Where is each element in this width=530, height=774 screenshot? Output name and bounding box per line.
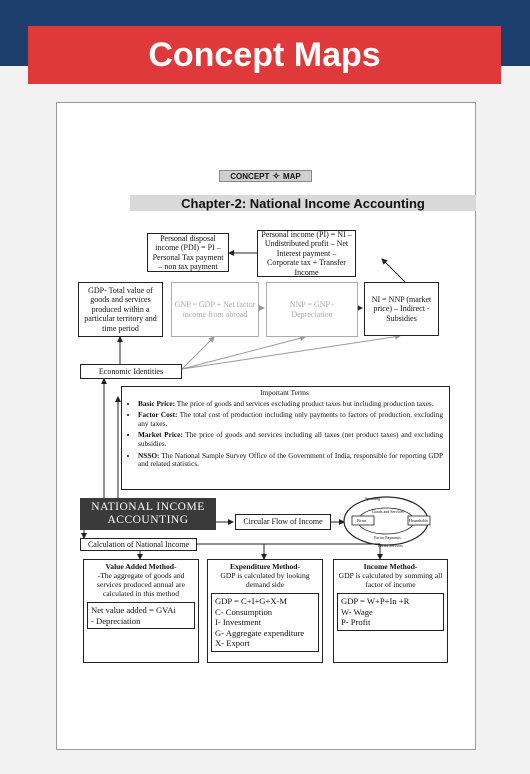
banner-title: Concept Maps: [28, 26, 501, 84]
economic-identities-box: Economic Identities: [80, 364, 182, 379]
flow-spending-label: Spending: [365, 496, 381, 501]
ni-box: NI = NNP (market price) – Indirect - Subsidies: [364, 282, 439, 336]
calculation-box: Calculation of National Income: [80, 538, 197, 551]
value-added-formula: Net value added = GVAi - Depreciation: [87, 602, 195, 629]
circular-flow-box: Circular Flow of Income: [235, 514, 331, 530]
term-item: • NSSO: The National Sample Survey Office of the Government of India, responsible for reporting GDP and related statistics.: [138, 452, 443, 469]
term-item: • Basic Price: The price of goods and services excluding product taxes but including production taxes.: [138, 400, 443, 409]
value-added-method-box: Value Added Method- -The aggregate of goods and services produced annual are calculated in this method Net value added = GVAi - Depreciation: [83, 559, 199, 663]
nnp-box: NNP = GNP - Depreciation: [266, 282, 358, 337]
term-item: • Factor Cost: The total cost of production including only payments to factors of production, excluding any taxes.: [138, 411, 443, 428]
flow-households-label: Households: [409, 518, 428, 523]
gdp-box: GDP- Total value of goods and services produced within a particular territory and time period: [78, 282, 163, 337]
income-formula: GDP = W+P+In +R W- Wage P- Profit: [337, 593, 444, 631]
pdi-box: Personal disposal income (PDI) = PI – Personal Tax payment – non tax payment: [147, 233, 229, 272]
flow-firms-label: Firms: [357, 518, 367, 523]
term-item: • Market Price: The price of goods and services including all taxes (net product taxes) and excluding subsidies.: [138, 431, 443, 448]
tag-left: CONCEPT: [230, 171, 270, 181]
compass-icon: ✧: [272, 170, 280, 181]
pi-box: Personal income (PI) = NI – Undistributed profit – Net Interest payment – Corporate tax + Transfer Income: [257, 230, 356, 277]
important-terms-box: [121, 386, 450, 490]
expenditure-method-box: Expenditure Method- GDP is calculated by looking demand side GDP = C+I+G+X-M C- Consumption I- Investment G- Aggregate expenditure X- Export: [207, 559, 323, 663]
flow-factor-services-label: Factor Services: [378, 543, 403, 548]
national-income-accounting-box: NATIONAL INCOME ACCOUNTING: [80, 498, 216, 530]
gnp-box: GNP = GDP + Net factor income from abroad: [171, 282, 259, 337]
expenditure-formula: GDP = C+I+G+X-M C- Consumption I- Investment G- Aggregate expenditure X- Export: [211, 593, 319, 652]
income-method-box: Income Method- GDP is calculated by summing all factor of income GDP = W+P+In +R W- Wage P- Profit: [333, 559, 448, 663]
tag-right: MAP: [282, 171, 301, 181]
flow-goods-label: Goods and Services: [372, 509, 404, 514]
flow-factor-payments-label: Factor Payments: [374, 535, 401, 540]
chapter-title: Chapter-2: National Income Accounting: [130, 195, 476, 211]
terms-heading: Important Terms: [260, 388, 309, 397]
